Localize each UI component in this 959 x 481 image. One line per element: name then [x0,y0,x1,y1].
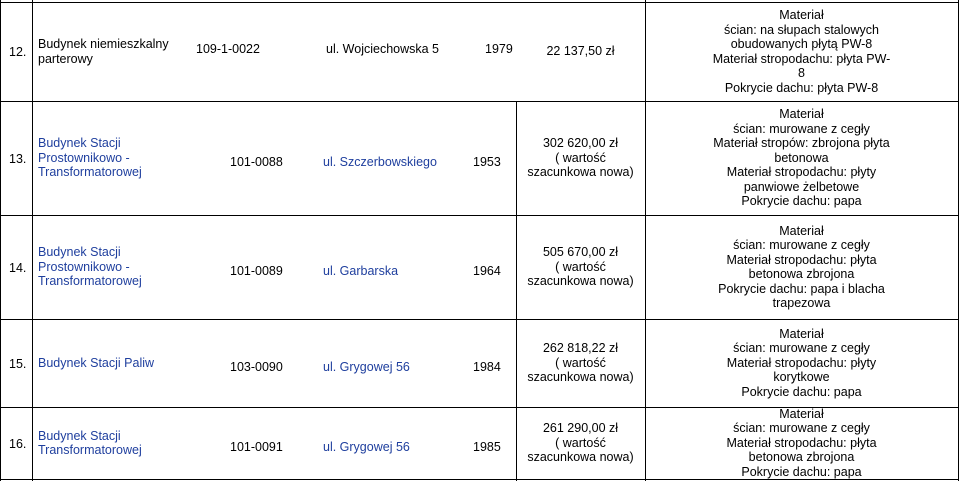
building-name: Prostownikowo - [38,259,130,274]
row-border [0,319,959,320]
material-description: Materiał [779,326,824,341]
material-description: Pokrycie dachu: papa i blacha [718,281,885,296]
construction-year: 1984 [473,359,501,374]
material-description: 8 [798,66,805,80]
material-description: ścian: murowane z cegły [733,421,870,436]
book-value: szacunkowa nowa) [527,370,634,385]
material-description: Materiał stropów: zbrojona płyta [713,136,890,151]
building-name: Budynek Stacji [38,136,121,151]
material-description: ścian: murowane z cegły [733,238,870,252]
construction-year: 1979 [485,42,513,57]
material-description: betonowa zbrojona [748,267,855,281]
book-value: 22 137,50 zł [546,44,615,59]
material-description: Pokrycie dachu: płyta PW-8 [724,80,879,95]
book-value: 302 620,00 zł [542,136,619,151]
book-value: szacunkowa nowa) [527,450,634,465]
row-number: 15. [9,356,27,371]
material-description: Materiał stropodachu: płyty [726,355,877,370]
building-name: Budynek Stacji Paliw [38,355,155,370]
street-address: ul. Grygowej 56 [323,359,410,374]
inventory-code: 109-1-0022 [196,42,260,57]
material-description: Materiał [779,107,824,122]
row-border [0,2,959,3]
material-description: betonowa zbrojona [748,450,855,465]
row-number: 13. [9,151,27,166]
row-number: 12. [9,45,27,60]
building-name: Transformatorowej [38,165,142,180]
street-address: ul. Garbarska [323,263,399,278]
row-border [0,215,959,216]
material-description: ścian: na słupach stalowych [724,22,879,37]
material-description: Materiał [779,8,824,22]
building-name: Prostownikowo - [38,150,130,165]
material-description: Materiał stropodachu: płyta [726,252,877,267]
material-description: betonowa [774,150,829,165]
material-description: ścian: murowane z cegły [733,341,870,356]
building-name: Budynek Stacji [38,428,121,443]
inventory-code: 103-0090 [230,359,283,374]
material-description: Materiał stropodachu: płyta [726,435,877,450]
inventory-code: 101-0091 [230,439,283,454]
material-description: panwiowe żelbetowe [743,179,860,194]
material-description: trapezowa [772,296,831,310]
material-description: korytkowe [773,370,830,385]
building-name: Transformatorowej [38,274,142,289]
material-description: obudowanych płytą PW-8 [730,37,873,51]
book-value: ( wartość [555,435,606,450]
book-value: szacunkowa nowa) [527,274,634,289]
material-description: Pokrycie dachu: papa [741,194,862,209]
book-value: szacunkowa nowa) [527,165,634,180]
material-description: Pokrycie dachu: papa [741,384,862,399]
material-description: Materiał [779,223,824,238]
material-description: Materiał [779,406,824,421]
book-value: ( wartość [555,150,606,165]
book-value: ( wartość [555,355,606,370]
material-description: Materiał stropodachu: płyty [726,165,877,180]
row-number: 16. [9,436,27,451]
building-name: Budynek Stacji [38,245,121,260]
street-address: ul. Szczerbowskiego [323,154,437,169]
column-border [0,0,1,481]
construction-year: 1953 [473,154,501,169]
construction-year: 1985 [473,439,501,454]
material-description: Materiał stropodachu: płyta PW- [712,51,891,66]
building-name: parterowy [38,51,93,66]
construction-year: 1964 [473,263,501,278]
material-description: ścian: murowane z cegły [733,121,870,136]
book-value: 505 670,00 zł [542,245,619,260]
building-name: Budynek niemieszkalny [38,37,169,51]
inventory-code: 101-0088 [230,154,283,169]
street-address: ul. Grygowej 56 [323,439,410,454]
material-description: Pokrycie dachu: papa [741,464,862,479]
inventory-code: 101-0089 [230,263,283,278]
column-border [32,0,33,481]
book-value: 262 818,22 zł [542,341,619,356]
row-border [0,101,959,102]
row-number: 14. [9,260,27,275]
book-value: 261 290,00 zł [542,421,619,436]
building-name: Transformatorowej [38,443,142,457]
street-address: ul. Wojciechowska 5 [326,42,440,57]
book-value: ( wartość [555,259,606,274]
